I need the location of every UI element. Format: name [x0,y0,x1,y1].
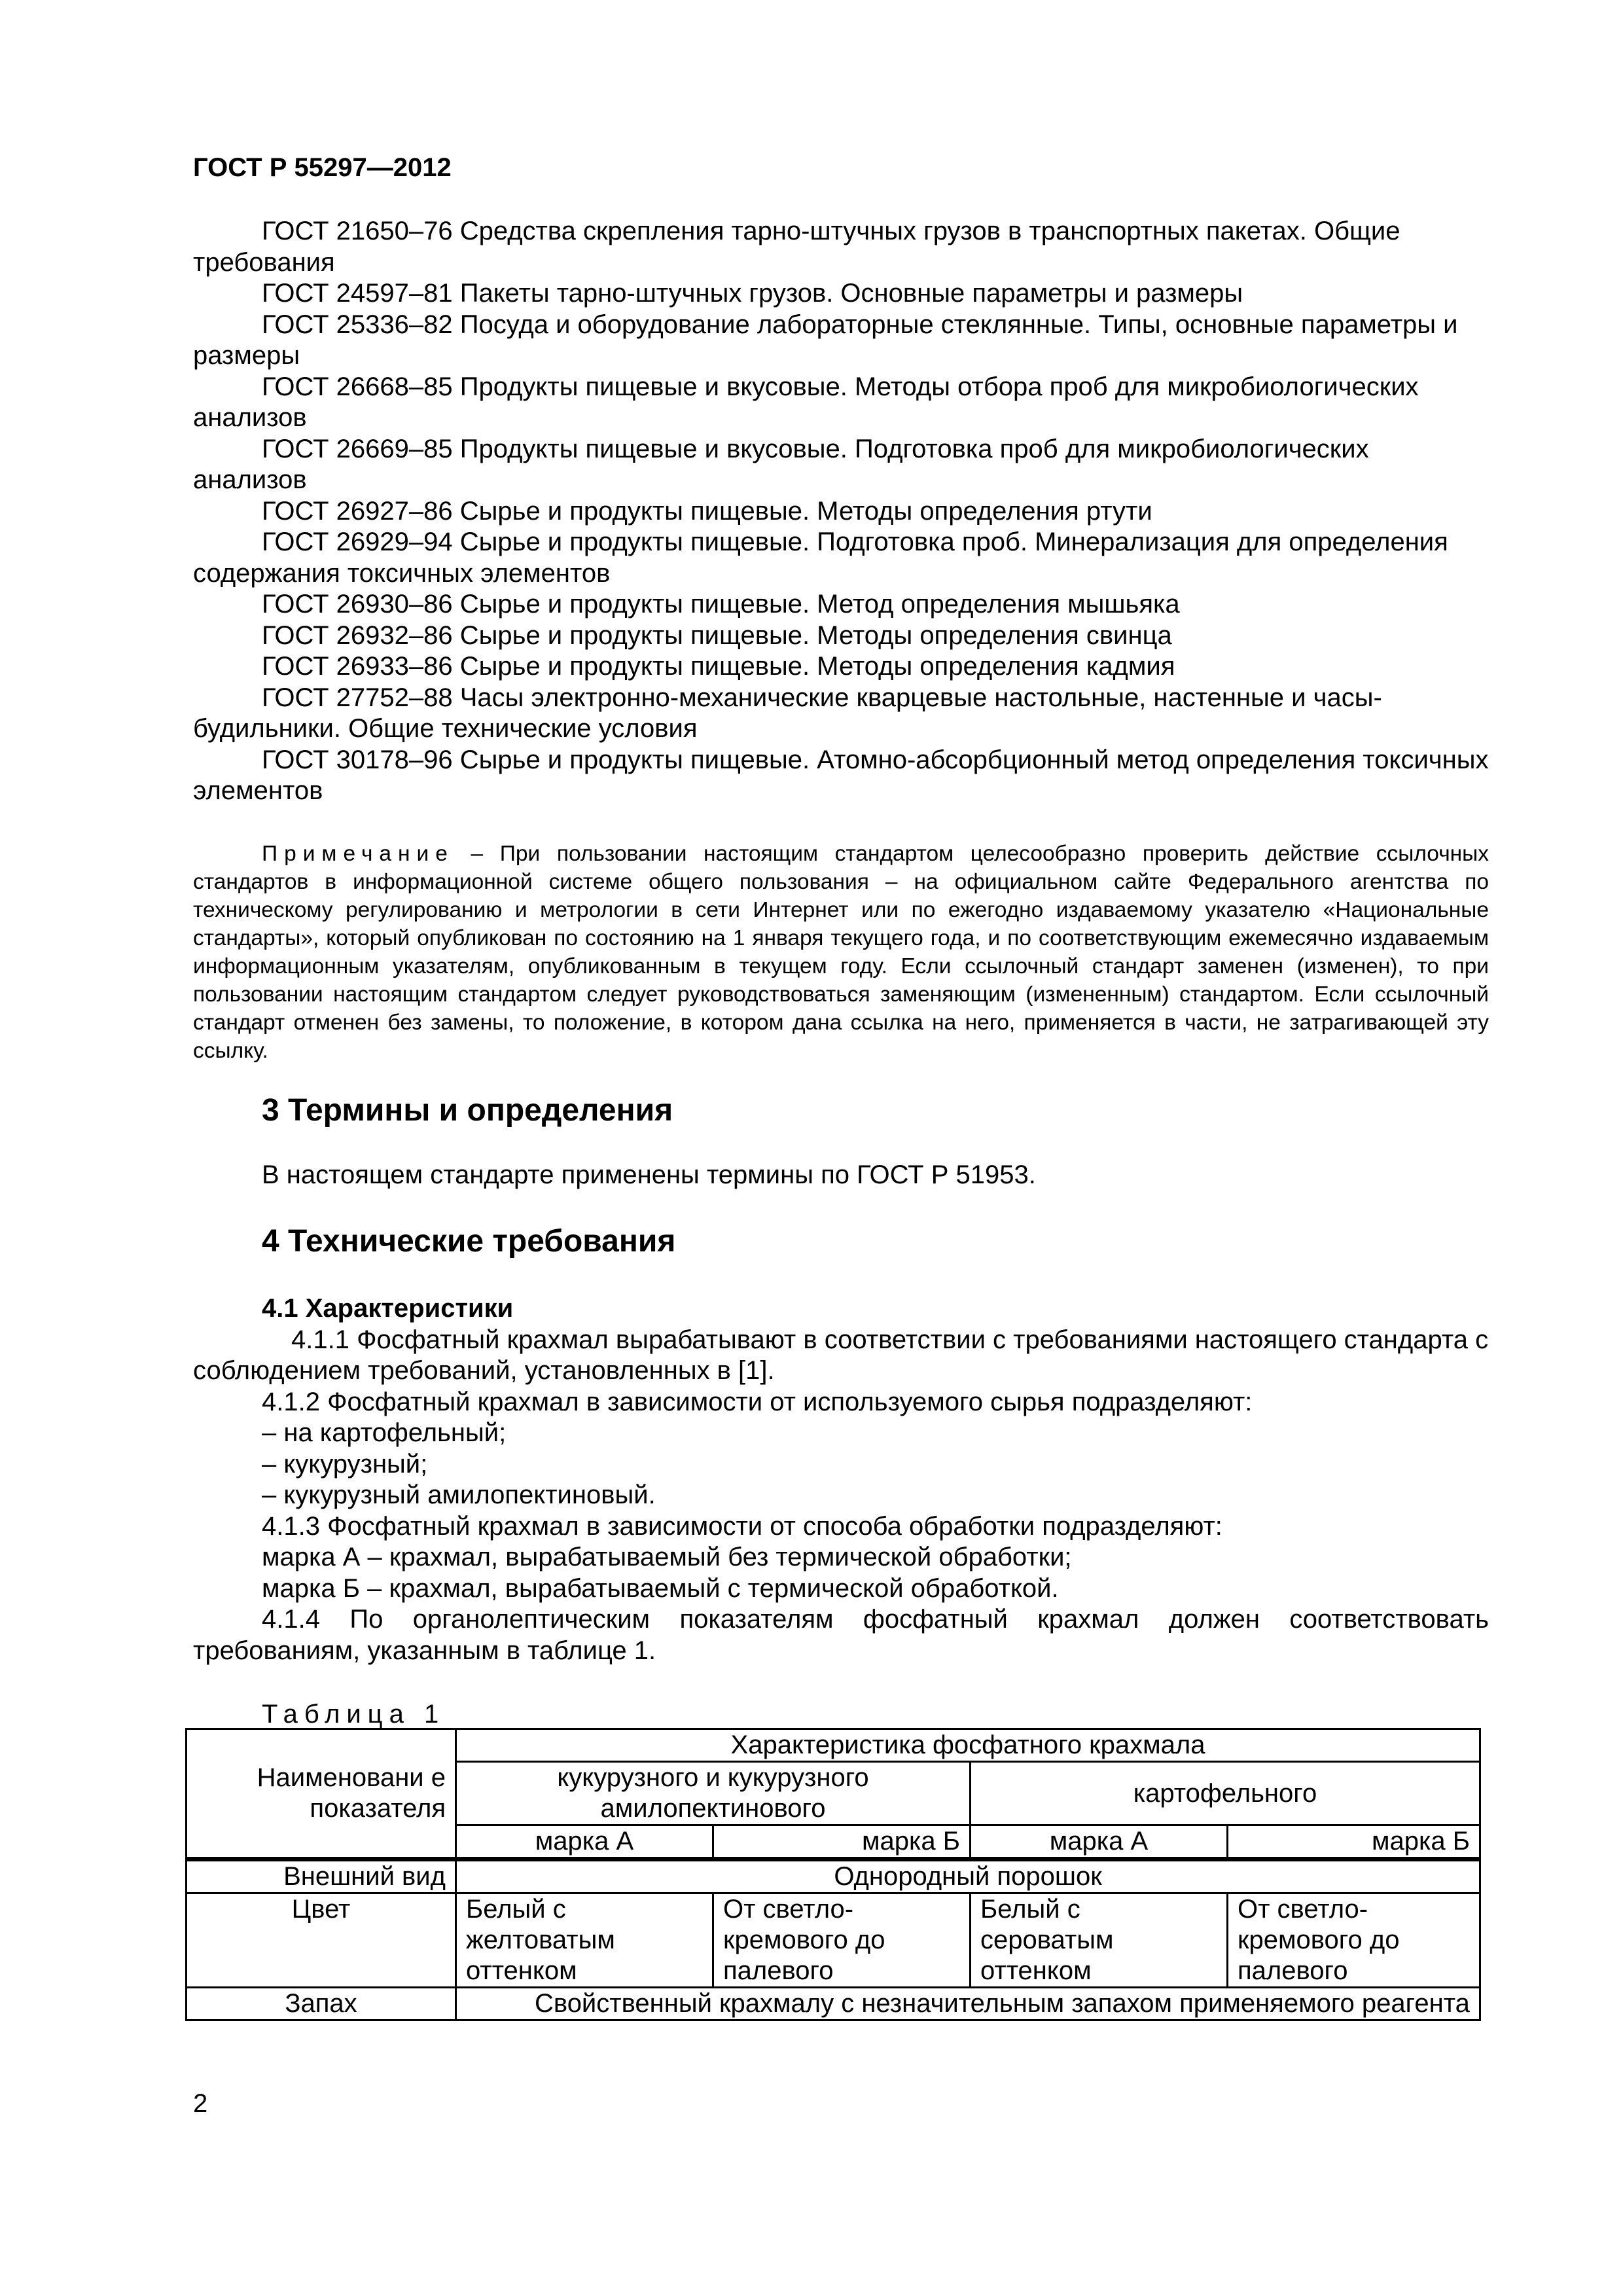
header-grade-b: марка Б [1228,1825,1480,1859]
subsection-title: 4.1 Характеристики [262,1294,514,1323]
header-grade-b: марка Б [713,1825,971,1859]
header-grade-a: марка А [971,1825,1228,1859]
reference-item: ГОСТ 24597–81 Пакеты тарно-штучных грузов. Основные параметры и размеры [262,279,1243,308]
row-name: Внешний вид [187,1859,456,1893]
table-header-row [187,1729,1480,1762]
section-4-body [193,1293,1489,1666]
list-item: марка А – крахмал, вырабатываемый без термической обработки; [262,1543,1072,1571]
note-paragraph [193,840,1489,1065]
document-header: ГОСТ Р 55297—2012 [193,153,452,182]
table-row [187,1893,1480,1988]
page-number: 2 [193,2089,208,2118]
paragraph-4-1-1: 4.1.1 Фосфатный крахмал вырабатывают в соответствии с требованиями настоящего стандарта с соблюдением требований, установленных в [1]. [193,1325,1489,1385]
header-indicator-name [187,1729,456,1859]
row-value: Белый с сероватым оттенком [971,1893,1228,1988]
paragraph-4-1-2: 4.1.2 Фосфатный крахмал в зависимости от используемого сырья подразделяют: [262,1387,1253,1416]
reference-item: ГОСТ 26929–94 Сырье и продукты пищевые. Подготовка проб. Минерализация для определения содержания токсичных элементов [193,528,1448,588]
header-potato: картофельного [971,1762,1480,1825]
header-corn: кукурузного и кукурузного амилопектинового [456,1762,971,1825]
section-3-title: 3 Термины и определения [262,1093,673,1128]
reference-item: ГОСТ 30178–96 Сырье и продукты пищевые. Атомно-абсорбционный метод определения токсичных элементов [193,745,1489,805]
header-grade-a: марка А [456,1825,713,1859]
row-merged-value: Однородный порошок [456,1859,1480,1893]
reference-item: ГОСТ 21650–76 Средства скрепления тарно-штучных грузов в транспортных пакетах. Общие требования [193,217,1400,277]
paragraph-4-1-4-continued: требованиям, указанным в таблице 1. [193,1636,656,1665]
section-3-body [193,1160,1489,1191]
row-name: Цвет [187,1893,456,1988]
row-value: Белый с желтоватым оттенком [456,1893,713,1988]
list-item: – кукурузный; [262,1449,428,1479]
reference-item: ГОСТ 26933–86 Сырье и продукты пищевые. Методы определения кадмия [262,652,1175,681]
reference-item: ГОСТ 26930–86 Сырье и продукты пищевые. Метод определения мышьяка [262,590,1180,619]
header-indicator-name-text: Наименовани е показателя [257,1763,446,1823]
note-text: – При пользовании настоящим стандартом целесообразно проверить действие ссылочных стандартов в информационной системе общего пользования – на официальном сайте Федерального агентства по техническому регулированию и метрологии в сети Интернет или по ежегодно издаваемому указателю «Национальные стандарты», который опубликован по состоянию на 1 января текущего года, и по соответствующим ежемесячно издаваемым информационным указателям, опубликованным в текущем году. Если ссылочный стандарт заменен (изменен), то при пользовании настоящим стандартом следует руководствоваться заменяющим (измененным) стандартом. Если ссылочный стандарт отменен без замены, то положение, в котором дана ссылка на него, применяется в части, не затрагивающей эту ссылку. [193,842,1489,1063]
reference-item: ГОСТ 26932–86 Сырье и продукты пищевые. Методы определения свинца [262,620,1172,650]
note-label: Примечание [262,842,454,866]
table-row [187,1988,1480,2020]
note-block [193,840,1489,1065]
row-name: Запах [187,1988,456,2020]
paragraph-4-1-3: 4.1.3 Фосфатный крахмал в зависимости от способа обработки подразделяют: [262,1511,1222,1541]
reference-item: ГОСТ 25336–82 Посуда и оборудование лабораторные стеклянные. Типы, основные параметры и размеры [193,310,1458,370]
header-characteristic-group: Характеристика фосфатного крахмала [456,1729,1480,1762]
paragraph-4-1-4: 4.1.4 По органолептическим показателям фосфатный крахмал должен соответствовать [262,1605,1489,1634]
section-3-paragraph: В настоящем стандарте применены термины по ГОСТ Р 51953. [262,1160,1036,1189]
reference-item: ГОСТ 26927–86 Сырье и продукты пищевые. Методы определения ртути [262,496,1152,526]
reference-item: ГОСТ 27752–88 Часы электронно-механические кварцевые настольные, настенные и часы-будильники. Общие технические условия [193,683,1382,743]
list-item: – кукурузный амилопектиновый. [262,1480,656,1509]
table-row [187,1859,1480,1893]
row-merged-value: Свойственный крахмалу с незначительным запахом применяемого реагента [456,1988,1480,2020]
list-item: марка Б – крахмал, вырабатываемый с термической обработкой. [262,1573,1059,1603]
table-caption: Таблица 1 [262,1700,446,1729]
list-item: – на картофельный; [262,1418,507,1447]
section-4-title: 4 Технические требования [262,1224,676,1259]
row-value: От светло-кремового до палевого [713,1893,971,1988]
reference-item: ГОСТ 26669–85 Продукты пищевые и вкусовые. Подготовка проб для микробиологических анализов [193,434,1369,494]
row-value: От светло-кремового до палевого [1228,1893,1480,1988]
characteristics-table [185,1728,1481,2021]
reference-item: ГОСТ 26668–85 Продукты пищевые и вкусовые. Методы отбора проб для микробиологических анализов [193,372,1419,432]
normative-references-list [193,216,1489,807]
